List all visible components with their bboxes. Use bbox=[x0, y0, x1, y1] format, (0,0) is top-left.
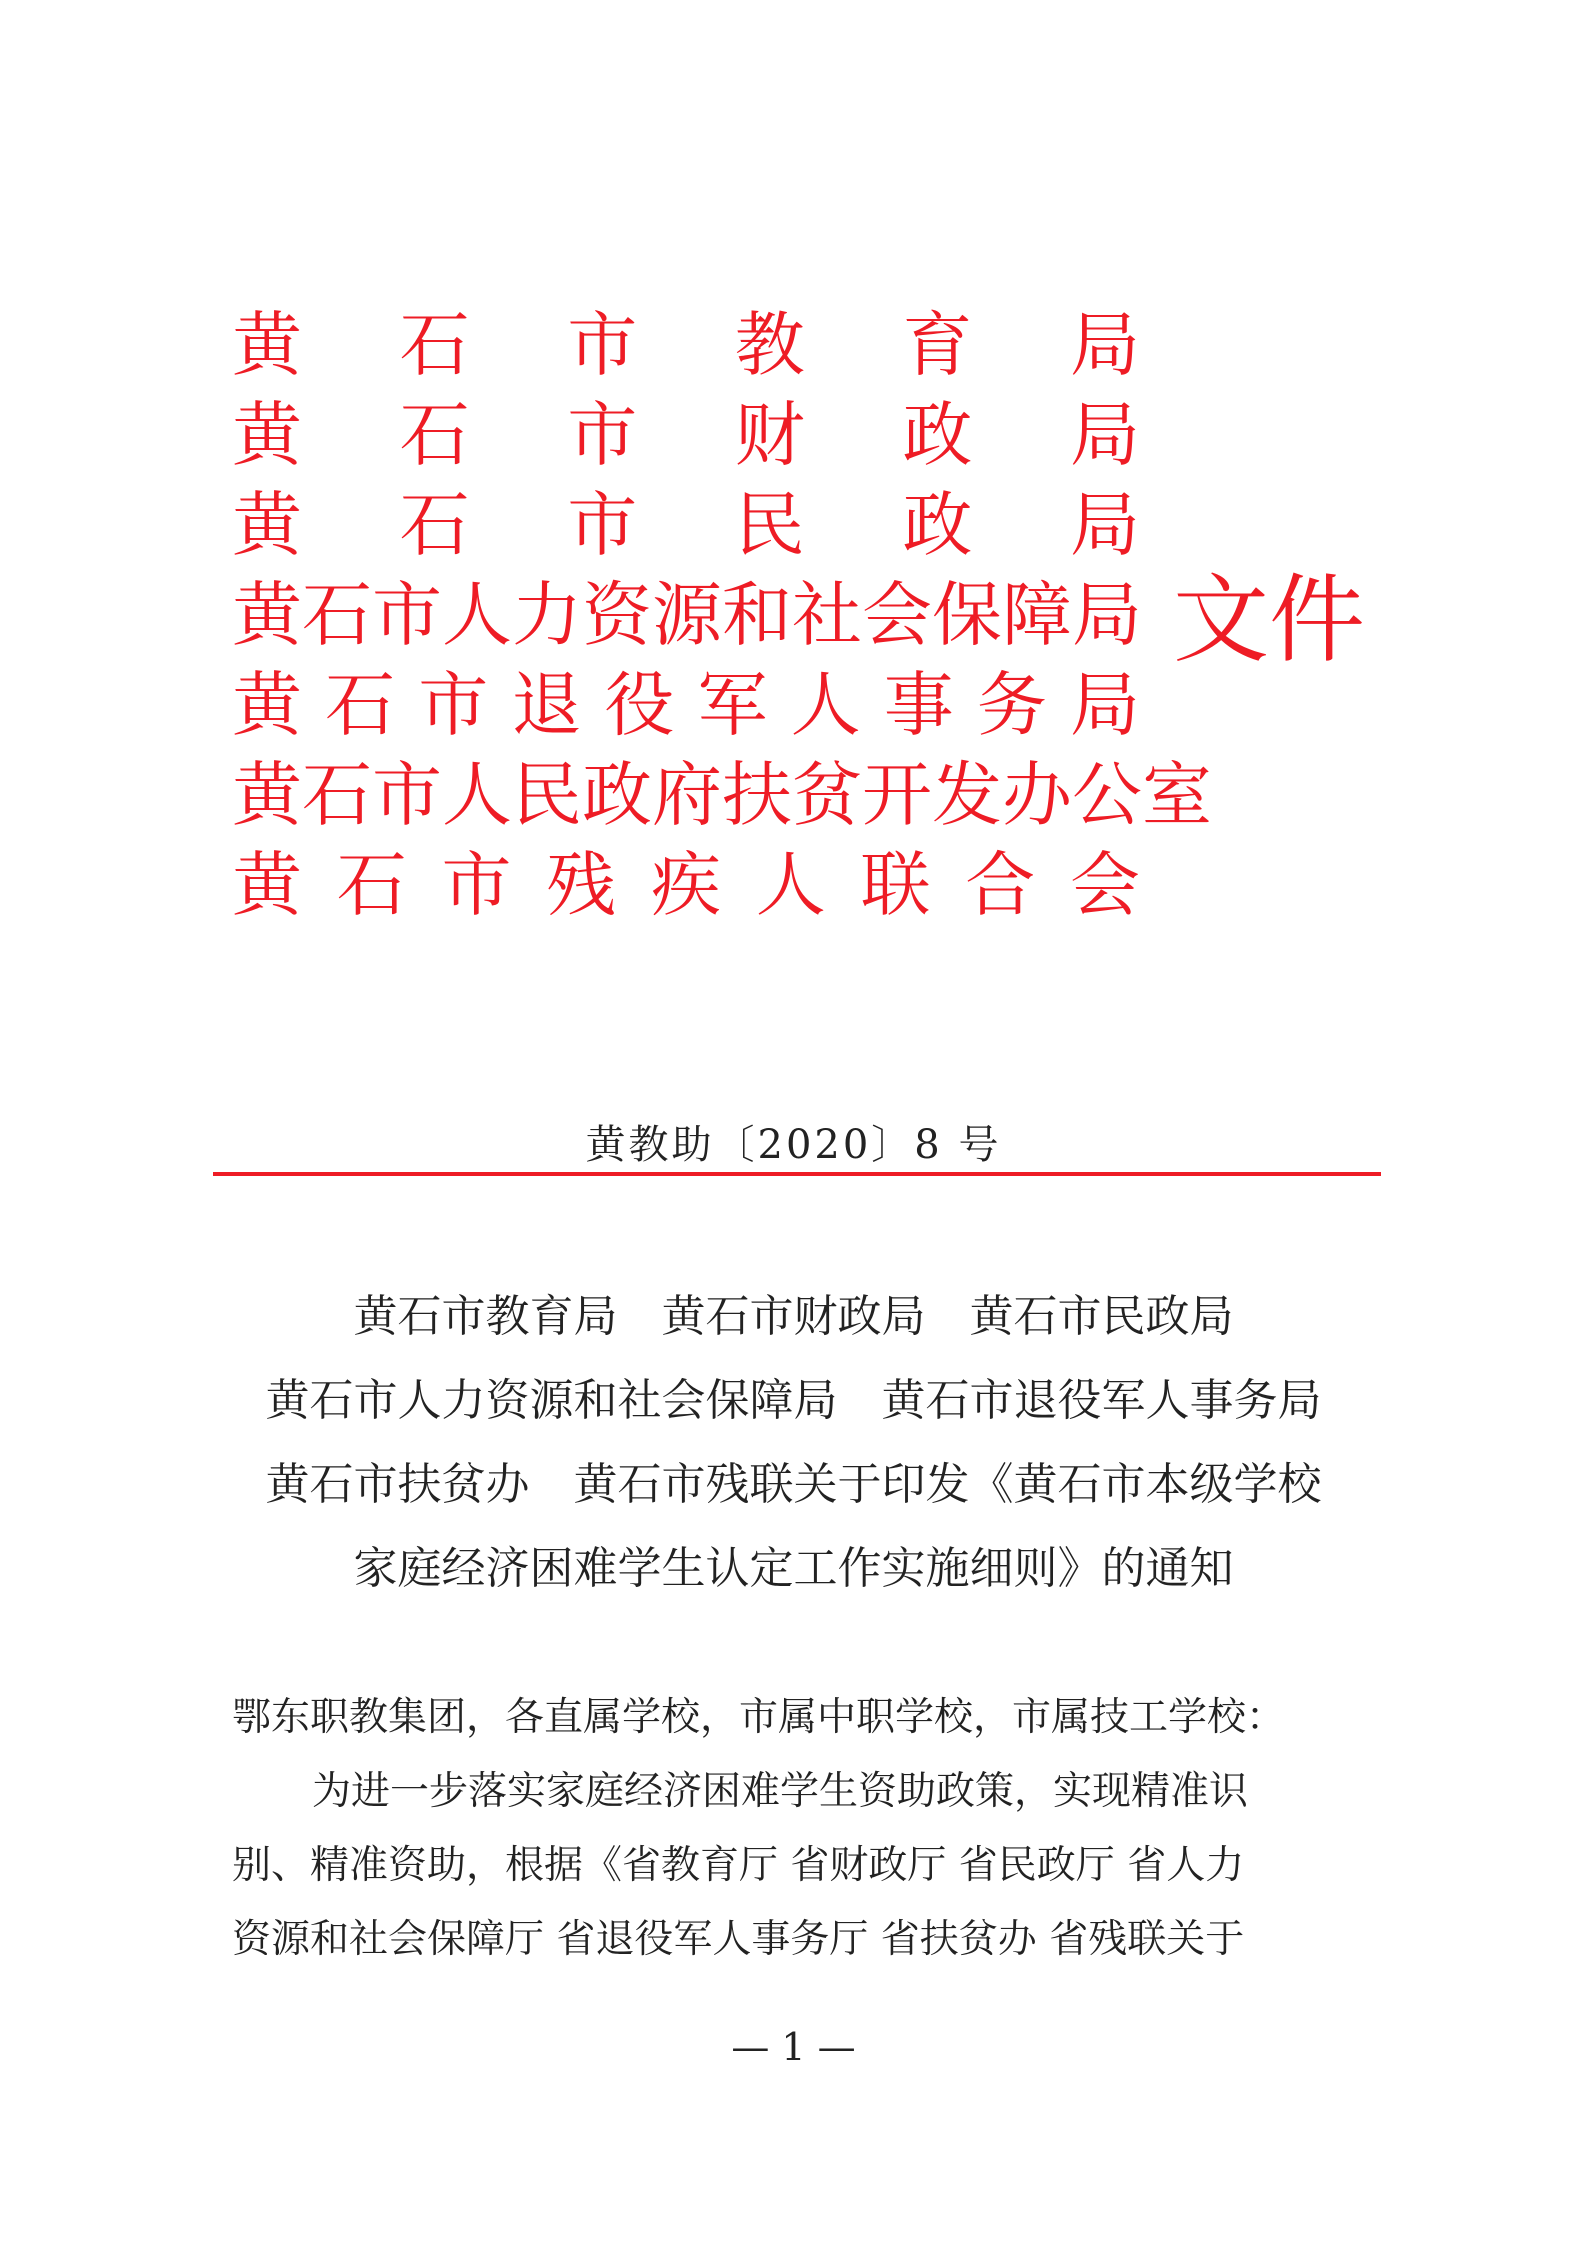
document-suffix: 文件 bbox=[1173, 564, 1365, 676]
issuer-char: 务 bbox=[976, 664, 1047, 746]
issuer-char: 疾 bbox=[651, 844, 721, 926]
issuer-char: 黄 bbox=[232, 304, 302, 386]
red-separator-line bbox=[213, 1172, 1381, 1176]
issuer-char: 人 bbox=[755, 844, 826, 926]
issuer-char: 局 bbox=[1069, 304, 1140, 386]
issuer-char: 联 bbox=[860, 844, 931, 926]
issuer-char: 民 bbox=[734, 484, 805, 566]
paragraph-line: 为进一步落实家庭经济困难学生资助政策，实现精准识 bbox=[312, 1769, 1249, 1814]
issuer-char: 石 bbox=[336, 844, 407, 926]
issuer-char: 市 bbox=[567, 484, 638, 566]
page-number: — 1 — bbox=[731, 2025, 856, 2069]
issuer-char: 育 bbox=[902, 304, 973, 386]
issuer-char: 市 bbox=[567, 394, 638, 476]
issuer-char: 石 bbox=[399, 394, 470, 476]
issuer-char: 黄 bbox=[232, 664, 302, 746]
body-text bbox=[232, 1681, 1367, 1977]
issuer-veterans-affairs-bureau bbox=[232, 660, 1140, 750]
issuer-text: 黄石市人力资源和社会保障局 bbox=[232, 574, 1142, 656]
issuer-finance-bureau bbox=[232, 390, 1140, 480]
issuer-char: 石 bbox=[399, 484, 470, 566]
issuer-char: 会 bbox=[1070, 844, 1140, 926]
issuer-char: 政 bbox=[902, 484, 973, 566]
issuer-human-resources-bureau bbox=[232, 570, 1140, 660]
issuer-char: 市 bbox=[567, 304, 638, 386]
notice-title bbox=[180, 1275, 1407, 1611]
issuer-char: 黄 bbox=[232, 394, 302, 476]
issuer-char: 财 bbox=[734, 394, 805, 476]
paragraph-line: 别、精准资助，根据《省教育厅 省财政厅 省民政厅 省人力 bbox=[232, 1843, 1245, 1888]
issuer-char: 市 bbox=[418, 664, 489, 746]
issuer-char: 军 bbox=[697, 664, 768, 746]
title-line: 家庭经济困难学生认定工作实施细则》的通知 bbox=[353, 1543, 1234, 1594]
issuer-char: 黄 bbox=[232, 844, 302, 926]
title-line: 黄石市扶贫办 黄石市残联关于印发《黄石市本级学校 bbox=[265, 1459, 1322, 1510]
issuer-text: 黄石市人民政府扶贫开发办公室 bbox=[232, 754, 1212, 836]
issuer-char: 教 bbox=[734, 304, 805, 386]
issuer-education-bureau bbox=[232, 300, 1140, 390]
issuer-char: 人 bbox=[790, 664, 861, 746]
issuer-char: 残 bbox=[546, 844, 617, 926]
issuer-char: 黄 bbox=[232, 484, 302, 566]
issuer-char: 政 bbox=[902, 394, 973, 476]
issuer-char: 局 bbox=[1069, 394, 1140, 476]
document-number: 黄教助〔2020〕8 号 bbox=[585, 1122, 1002, 1168]
issuer-civil-affairs-bureau bbox=[232, 480, 1140, 570]
issuer-char: 事 bbox=[883, 664, 954, 746]
issuer-char: 役 bbox=[604, 664, 675, 746]
issuer-char: 石 bbox=[399, 304, 470, 386]
issuer-disabled-persons-federation bbox=[232, 840, 1140, 930]
issuer-char: 石 bbox=[325, 664, 396, 746]
issuer-char: 局 bbox=[1069, 484, 1140, 566]
issuer-char: 合 bbox=[965, 844, 1036, 926]
title-line: 黄石市教育局 黄石市财政局 黄石市民政局 bbox=[353, 1291, 1234, 1342]
issuing-authorities bbox=[232, 300, 1212, 930]
paragraph-line: 资源和社会保障厅 省退役军人事务厅 省扶贫办 省残联关于 bbox=[232, 1917, 1245, 1962]
issuer-poverty-alleviation-office bbox=[232, 750, 1212, 840]
title-line: 黄石市人力资源和社会保障局 黄石市退役军人事务局 bbox=[265, 1375, 1322, 1426]
issuer-char: 局 bbox=[1069, 664, 1140, 746]
issuer-char: 市 bbox=[441, 844, 512, 926]
issuer-char: 退 bbox=[511, 664, 582, 746]
addressee-line: 鄂东职教集团，各直属学校，市属中职学校，市属技工学校： bbox=[232, 1695, 1286, 1740]
